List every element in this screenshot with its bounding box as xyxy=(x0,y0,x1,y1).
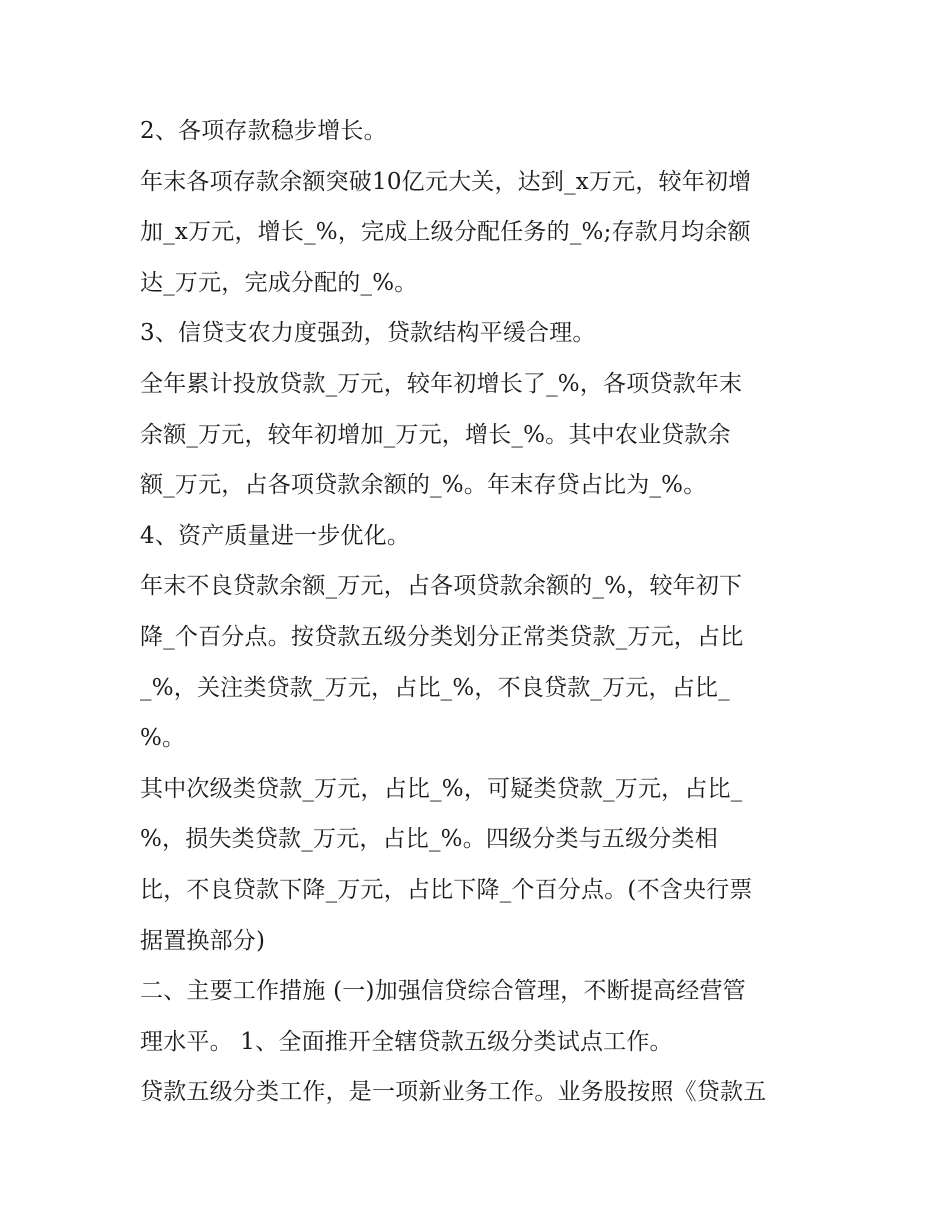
text-line: 降_个百分点。按贷款五级分类划分正常类贷款_万元，占比 xyxy=(140,623,744,650)
text-line: 其中次级类贷款_万元，占比_%，可疑类贷款_万元，占比_ xyxy=(140,775,743,802)
heading-measures: 二、主要工作措施 (一)加强信贷综合管理，不断提高经营管 xyxy=(140,978,746,1005)
heading-deposits: 2、各项存款稳步增长。 xyxy=(140,118,387,144)
document-body xyxy=(140,106,820,1118)
text-line: 理水平。 1、全面推开全辖贷款五级分类试点工作。 xyxy=(140,1028,673,1055)
text-line: 年末不良贷款余额_万元，占各项贷款余额的_%，较年初下 xyxy=(140,573,743,600)
heading-asset-quality: 4、资产质量进一步优化。 xyxy=(140,522,411,549)
text-line: 据置换部分) xyxy=(140,927,266,954)
text-line: 额_万元，占各项贷款余额的_%。年末存贷占比为_%。 xyxy=(140,472,707,499)
text-line: 比，不良贷款下降_万元，占比下降_个百分点。(不含央行票 xyxy=(140,876,753,903)
text-line: 余额_万元，较年初增加_万元，增长_%。其中农业贷款余 xyxy=(140,421,731,448)
text-line: %，损失类贷款_万元，占比_%。四级分类与五级分类相 xyxy=(140,826,718,853)
text-line: 年末各项存款余额突破10亿元大关，达到_x万元，较年初增 xyxy=(140,168,752,195)
text-line: 达_万元，完成分配的_%。 xyxy=(140,269,418,296)
text-line: 加_x万元，增长_%，完成上级分配任务的_%;存款月均余额 xyxy=(140,219,751,246)
text-line: 贷款五级分类工作，是一项新业务工作。业务股按照《贷款五 xyxy=(140,1079,767,1106)
heading-credit: 3、信贷支农力度强劲，贷款结构平缓合理。 xyxy=(140,320,596,347)
text-line: _%，关注类贷款_万元，占比_%，不良贷款_万元，占比_ xyxy=(140,674,730,701)
text-line: %。 xyxy=(140,725,186,752)
text-line: 全年累计投放贷款_万元，较年初增长了_%，各项贷款年末 xyxy=(140,370,743,397)
